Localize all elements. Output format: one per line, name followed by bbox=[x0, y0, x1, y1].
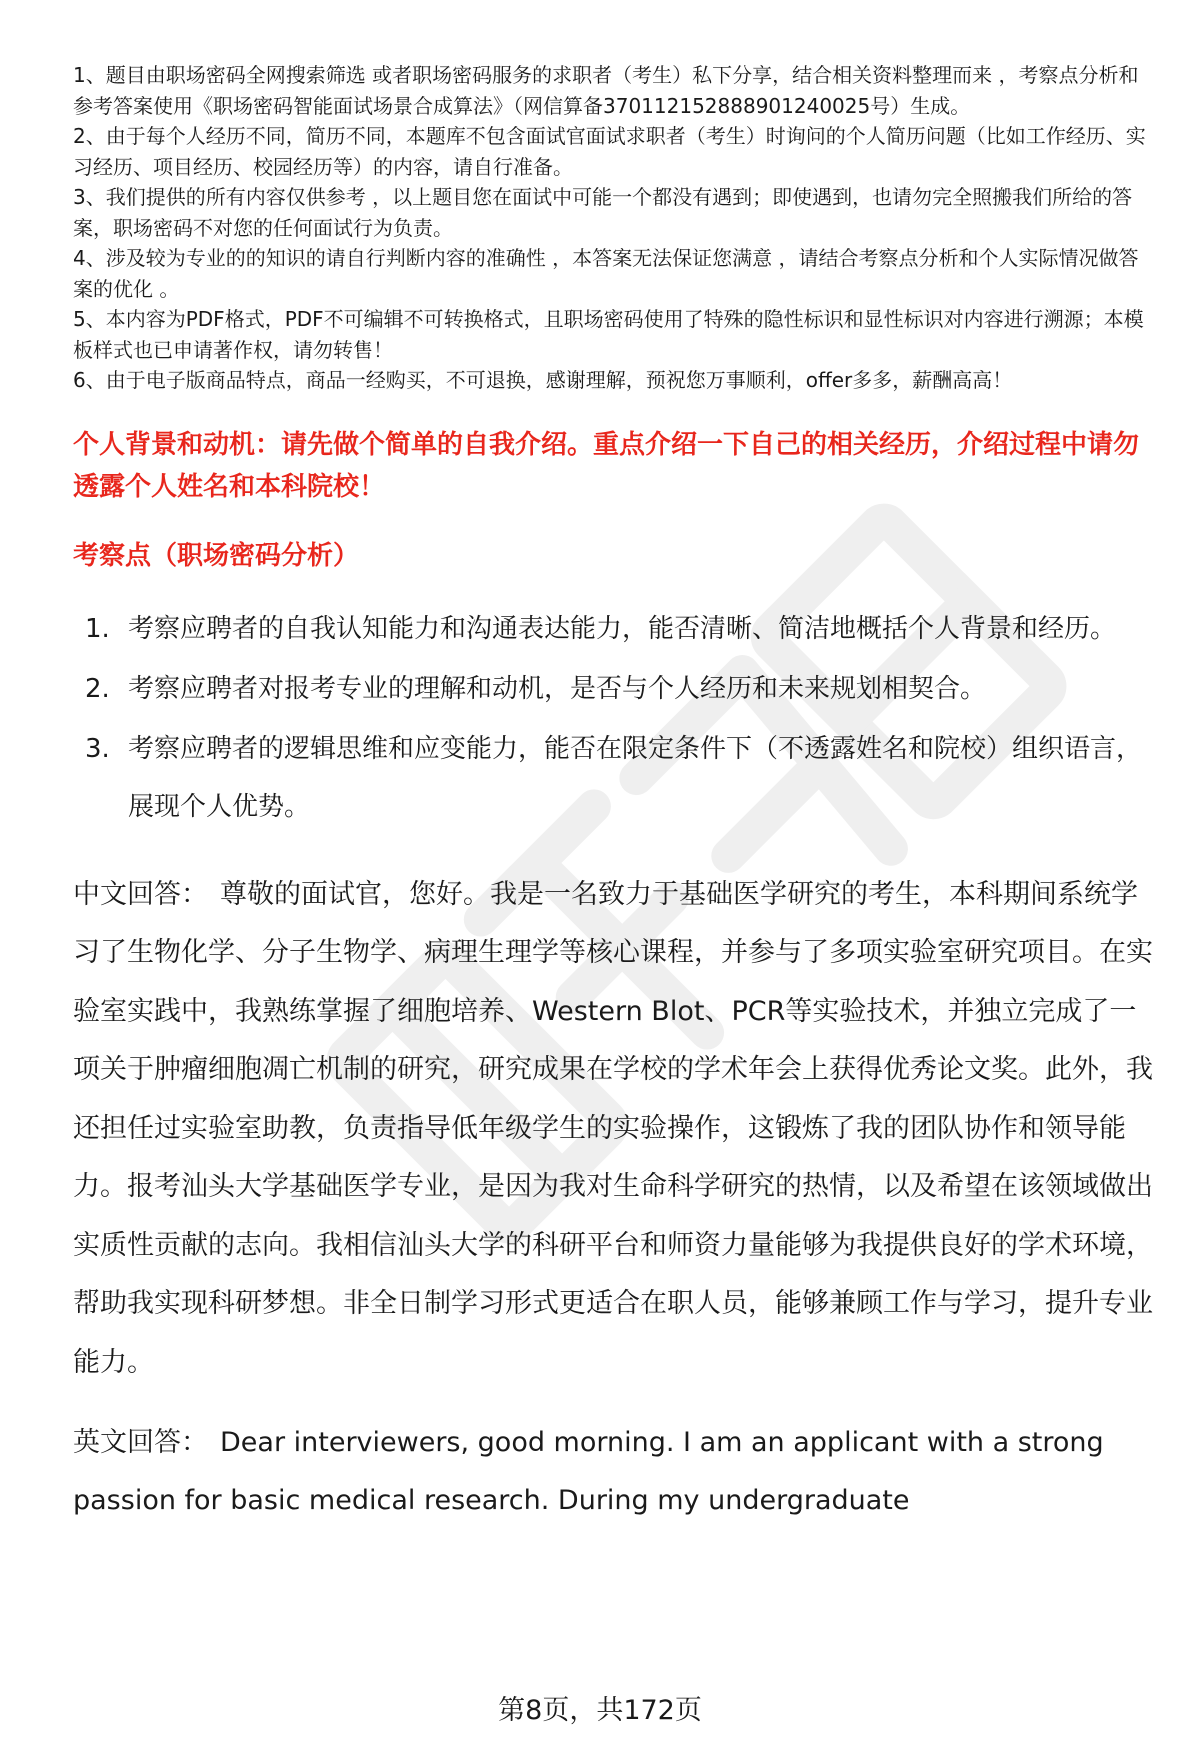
chinese-answer-label: 中文回答： bbox=[73, 878, 208, 910]
analysis-points bbox=[73, 600, 1153, 836]
analysis-title: 考察点（职场密码分析） bbox=[73, 540, 360, 571]
point-number: 2. bbox=[85, 673, 110, 704]
notice-item: 3、我们提供的所有内容仅供参考 ，以上题目您在面试中可能一个都没有遇到；即使遇到，也请勿完全照搬我们所给的答案，职场密码不对您的任何面试行为负责。 bbox=[73, 185, 1133, 240]
notice-item: 6、由于电子版商品特点，商品一经购买，不可退换，感谢理解，预祝您万事顺利，offer多多，薪酬高高！ bbox=[73, 368, 1013, 392]
notice-item: 1、题目由职场密码全网搜索筛选 或者职场密码服务的求职者（考生）私下分享，结合相关资料整理而来 ，考察点分析和参考答案使用《职场密码智能面试场景合成算法》（网信算备370112152888901240025号）生成。 bbox=[73, 63, 1139, 118]
notice-item: 5、本内容为PDF格式，PDF不可编辑不可转换格式，且职场密码使用了特殊的隐性标识和显性标识对内容进行溯源；本模板样式也已申请著作权，请勿转售！ bbox=[73, 307, 1144, 362]
notice-item: 2、由于每个人经历不同，简历不同，本题库不包含面试官面试求职者（考生）时询问的个人简历问题（比如工作经历、实习经历、项目经历、校园经历等）的内容，请自行准备。 bbox=[73, 124, 1146, 179]
interview-question: 个人背景和动机：请先做个简单的自我介绍。重点介绍一下自己的相关经历，介绍过程中请勿透露个人姓名和本科院校！ bbox=[73, 429, 1140, 502]
english-answer-text: Dear interviewers, good morning. I am an applicant with a strong passion for basic medical research. During my undergraduate bbox=[73, 1427, 1104, 1516]
point-number: 1. bbox=[85, 613, 110, 644]
document-page bbox=[73, 60, 1153, 1530]
point-text: 考察应聘者对报考专业的理解和动机，是否与个人经历和未来规划相契合。 bbox=[128, 673, 987, 704]
analysis-point bbox=[73, 660, 1153, 718]
point-text: 考察应聘者的逻辑思维和应变能力，能否在限定条件下（不透露姓名和院校）组织语言，展现个人优势。 bbox=[128, 733, 1143, 822]
english-answer bbox=[73, 1414, 1153, 1530]
point-number: 3. bbox=[85, 733, 110, 764]
chinese-answer-text: 尊敬的面试官，您好。我是一名致力于基础医学研究的考生，本科期间系统学习了生物化学、分子生物学、病理生理学等核心课程，并参与了多项实验室研究项目。在实验室实践中，我熟练掌握了细胞培养、Western Blot、PCR等实验技术，并独立完成了一项关于肿瘤细胞凋亡机制的研究，研究成果在学校的学术年会上获得优秀论文奖。此外，我还担任过实验室助教，负责指导低年级学生的实验操作，这锻炼了我的团队协作和领导能力。报考汕头大学基础医学专业，是因为我对生命科学研究的热情，以及希望在该领域做出实质性贡献的志向。我相信汕头大学的科研平台和师资力量能够为我提供良好的学术环境，帮助我实现科研梦想。非全日制学习形式更适合在职人员，能够兼顾工作与学习，提升专业能力。 bbox=[73, 878, 1153, 1378]
notice-list bbox=[73, 60, 1153, 396]
analysis-point bbox=[73, 600, 1153, 658]
analysis-point bbox=[73, 720, 1153, 836]
chinese-answer bbox=[73, 866, 1153, 1393]
point-text: 考察应聘者的自我认知能力和沟通表达能力，能否清晰、简洁地概括个人背景和经历。 bbox=[128, 613, 1117, 644]
english-answer-label: 英文回答： bbox=[73, 1427, 208, 1458]
page-number: 第8页，共172页 bbox=[498, 1695, 702, 1726]
notice-item: 4、涉及较为专业的的知识的请自行判断内容的准确性 ，本答案无法保证您满意 ，请结合考察点分析和个人实际情况做答案的优化 。 bbox=[73, 246, 1139, 301]
